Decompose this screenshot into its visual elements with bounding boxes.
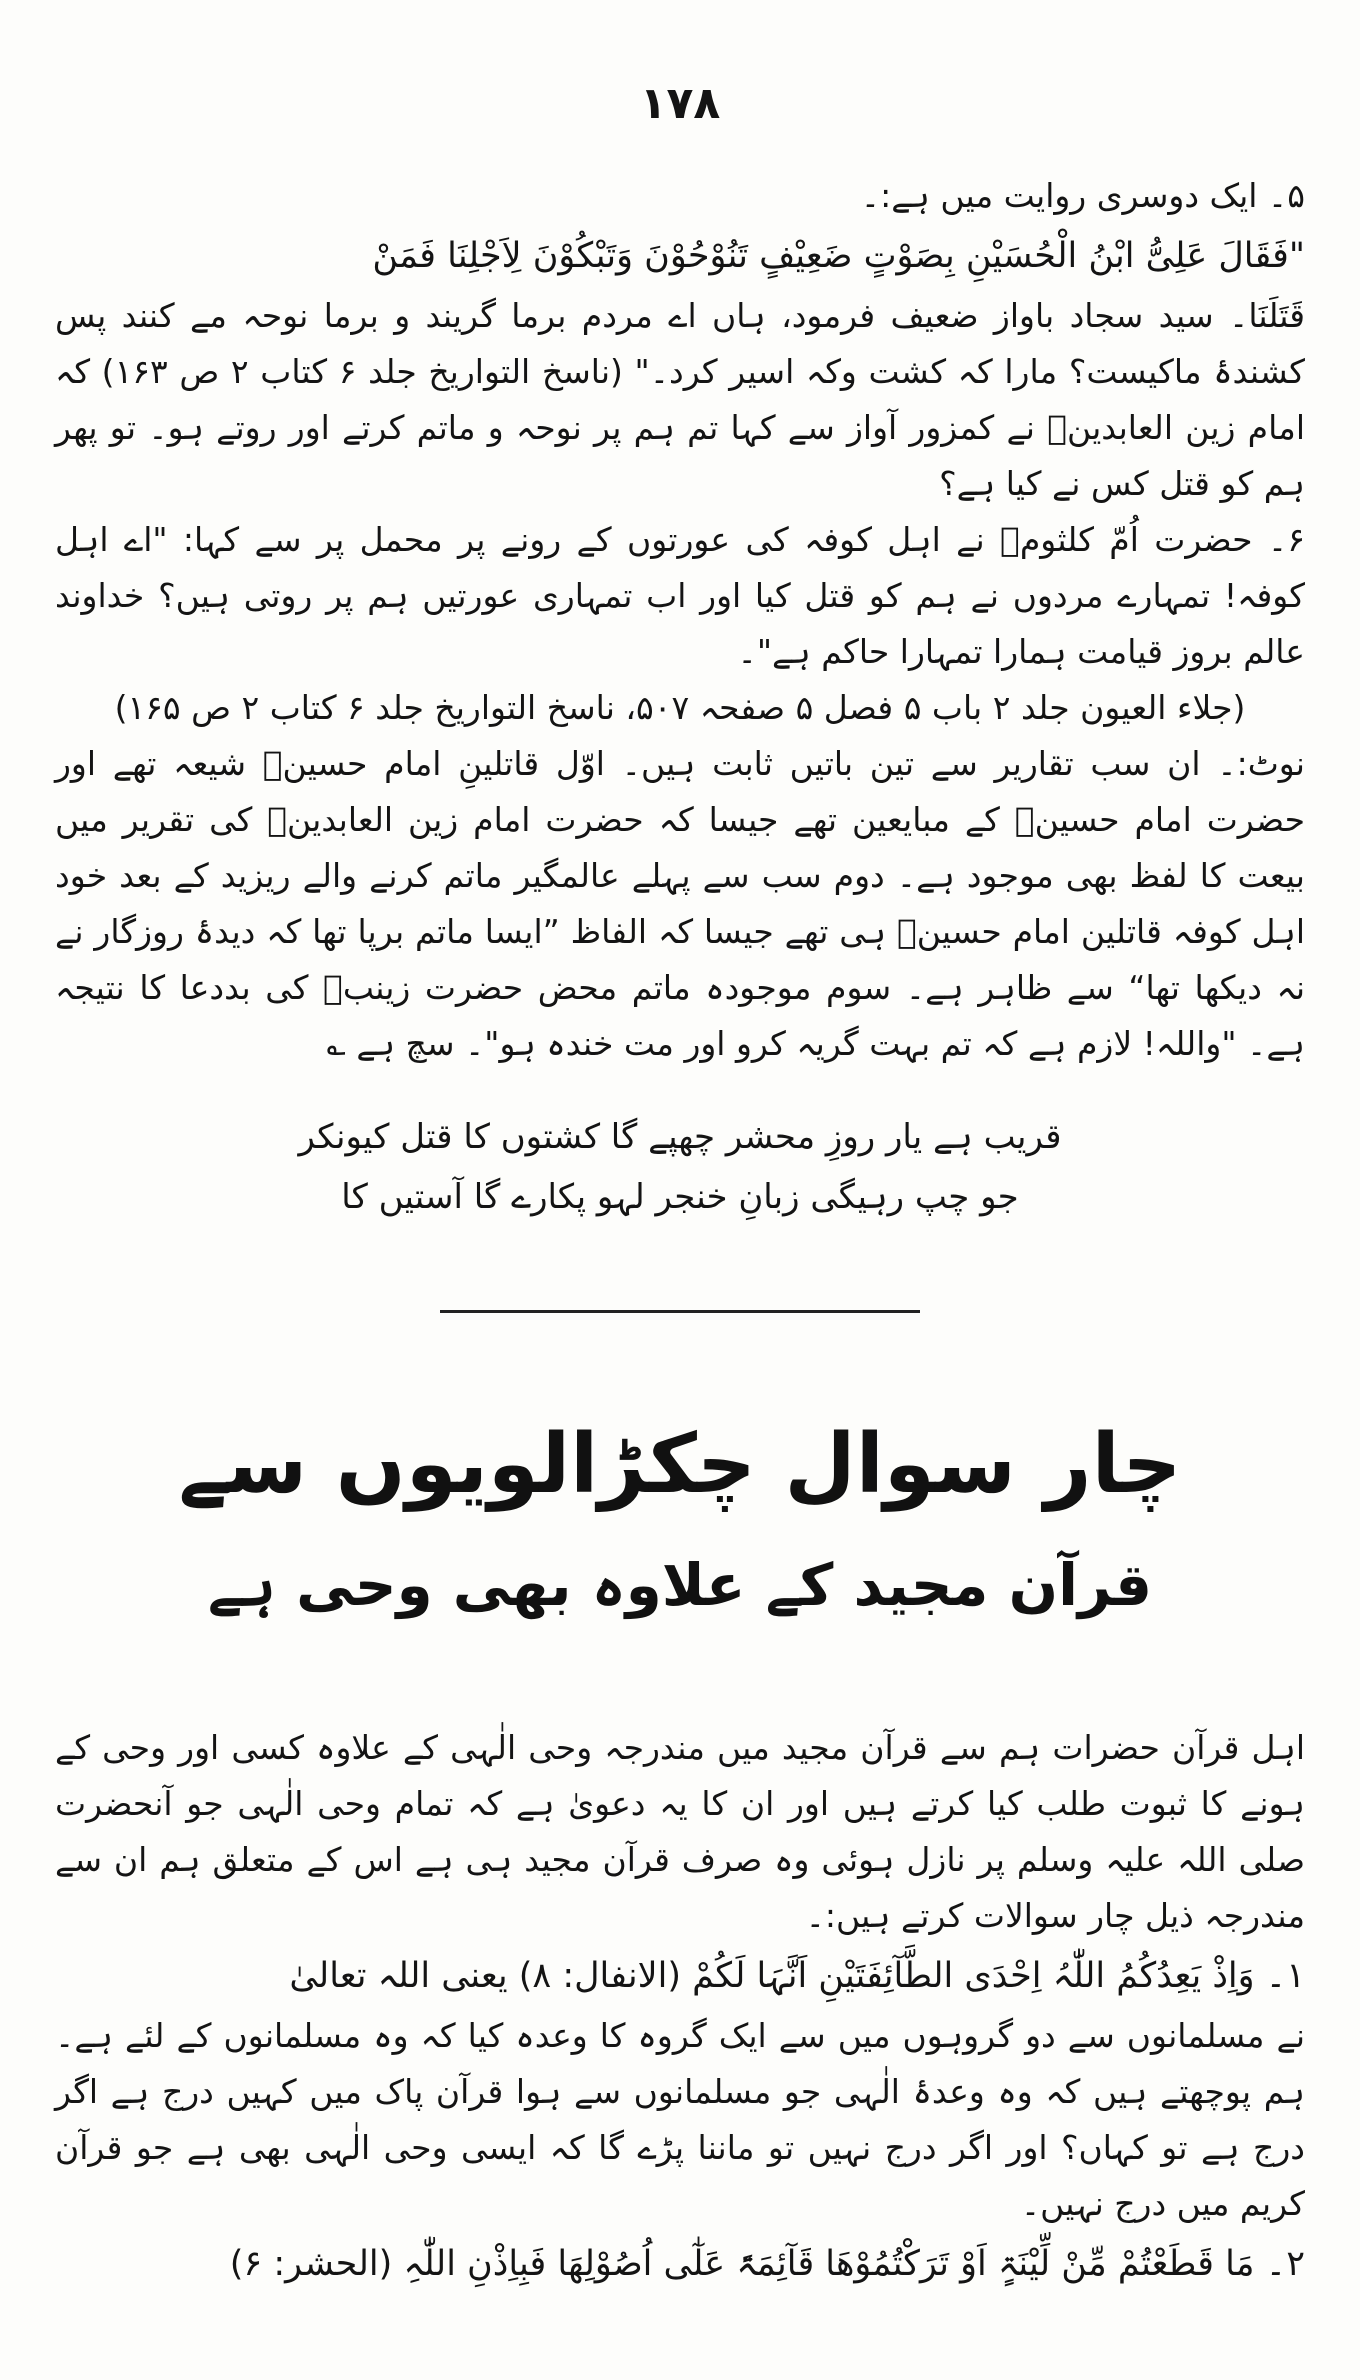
section-questions bbox=[55, 1720, 1305, 2296]
question-1-arabic: ۱۔ وَاِذْ یَعِدُکُمُ اللّٰہُ اِحْدَی الطَّآئِفَتَیْنِ اَنَّہَا لَکُمْ (الانفال: ۸) یعنی اللہ تعالیٰ bbox=[289, 1956, 1305, 1996]
section-narrations bbox=[55, 168, 1305, 1072]
narration-6-citation: (جلاء العیون جلد ۲ باب ۵ فصل ۵ صفحہ ۵۰۷، ناسخ التواریخ جلد ۶ کتاب ۲ ص ۱۶۵) bbox=[114, 688, 1246, 727]
page-number: ۱۷۸ bbox=[639, 78, 721, 129]
question-1-text: نے مسلمانوں سے دو گروہوں میں سے ایک گروہ کا وعدہ کیا کہ وہ مسلمانوں کے لئے ہے۔ ہم پوچھتے ہیں کہ وہ وعدۂ الٰہی جو مسلمانوں سے ہوا قرآن پاک میں کہیں درج ہے اگر درج ہے تو کہاں؟ اور اگر درج نہیں تو ماننا پڑے گا کہ ایسی وحی الٰہی بھی ہے جو قرآن کریم میں درج نہیں۔ bbox=[55, 2016, 1305, 2223]
chapter-subheading: قرآن مجید کے علاوہ بھی وحی ہے bbox=[207, 1551, 1153, 1619]
note-paragraph: نوٹ:۔ ان سب تقاریر سے تین باتیں ثابت ہیں۔ اوّل قاتلینِ امام حسینؓ شیعہ تھے اور حضرت امام حسینؓ کے مبایعین تھے جیسا کہ حضرت امام زین العابدینؓ کی تقریر میں بیعت کا لفظ بھی موجود ہے۔ دوم سب سے پہلے عالمگیر ماتم کرنے والے ریزید کے بعد خود اہل کوفہ قاتلین امام حسینؓ ہی تھے جیسا کہ الفاظ ”ایسا ماتم برپا تھا کہ دیدۂ روزگار نے نہ دیکھا تھا“ سے ظاہر ہے۔ سوم موجودہ ماتم محض حضرت زینبؓ کی بددعا کا نتیجہ ہے۔ "واللہ! لازم ہے کہ تم بہت گریہ کرو اور مت خندہ ہو"۔ سچ ہے ؎ bbox=[55, 744, 1305, 1063]
narration-6-text: ۶۔ حضرت اُمّ کلثومؓ نے اہل کوفہ کی عورتوں کے رونے پر محمل پر سے کہا: "اے اہل کوفہ! تمہارے مردوں نے ہم کو قتل کیا اور اب تمہاری عورتیں ہم پر روتی ہیں؟ خداوند عالم بروز قیامت ہمارا تمہارا حاکم ہے"۔ bbox=[55, 520, 1305, 671]
questions-intro: اہل قرآن حضرات ہم سے قرآن مجید میں مندرجہ وحی الٰہی کے علاوہ کسی اور وحی کے ہونے کا ثبوت طلب کیا کرتے ہیں اور ان کا یہ دعویٰ ہے کہ تمام وحی الٰہی جو آنحضرت صلی اللہ علیہ وسلم پر نازل ہوئی وہ صرف قرآن مجید ہی ہے اس کے متعلق ہم ان سے مندرجہ ذیل چار سوالات کرتے ہیں:۔ bbox=[55, 1728, 1305, 1935]
narration-5-intro: ۵۔ ایک دوسری روایت میں ہے:۔ bbox=[860, 176, 1305, 215]
couplet-line-1: قریب ہے یار روزِ محشر چھپے گا کشتوں کا قتل کیونکر bbox=[298, 1117, 1062, 1157]
question-2-arabic: ۲۔ مَا قَطَعْتُمْ مِّنْ لِّیْنَۃٍ اَوْ تَرَکْتُمُوْھَا قَآئِمَۃً عَلٰٓی اُصُوْلِھَا فَبِاِذْنِ اللّٰہِ (الحشر: ۶) bbox=[229, 2244, 1305, 2284]
couplet-line-2: جو چپ رہیگی زبانِ خنجر لہو پکارے گا آستیں کا bbox=[341, 1177, 1019, 1217]
chapter-heading: چار سوال چکڑالویوں سے bbox=[178, 1417, 1182, 1512]
narration-5-text: قَتَلَنَا۔ سید سجاد باواز ضعیف فرمود، ہاں اے مردم برما گریند و برما نوحہ مے کنند پس کشندۂ ماکیست؟ مارا کہ کشت وکہ اسیر کرد۔" (ناسخ التواریخ جلد ۶ کتاب ۲ ص ۱۶۳) کہ امام زین العابدینؓ نے کمزور آواز سے کہا تم ہم پر نوحہ و ماتم کرتے اور روتے ہو۔ تو پھر ہم کو قتل کس نے کیا ہے؟ bbox=[55, 296, 1305, 503]
narration-5-arabic: "فَقَالَ عَلِیُّ ابْنُ الْحُسَیْنِ بِصَوْتٍ ضَعِیْفٍ تَنُوْحُوْنَ وَتَبْکُوْنَ لِاَجْلِنَا فَمَنْ bbox=[372, 236, 1305, 276]
section-divider bbox=[440, 1310, 920, 1313]
